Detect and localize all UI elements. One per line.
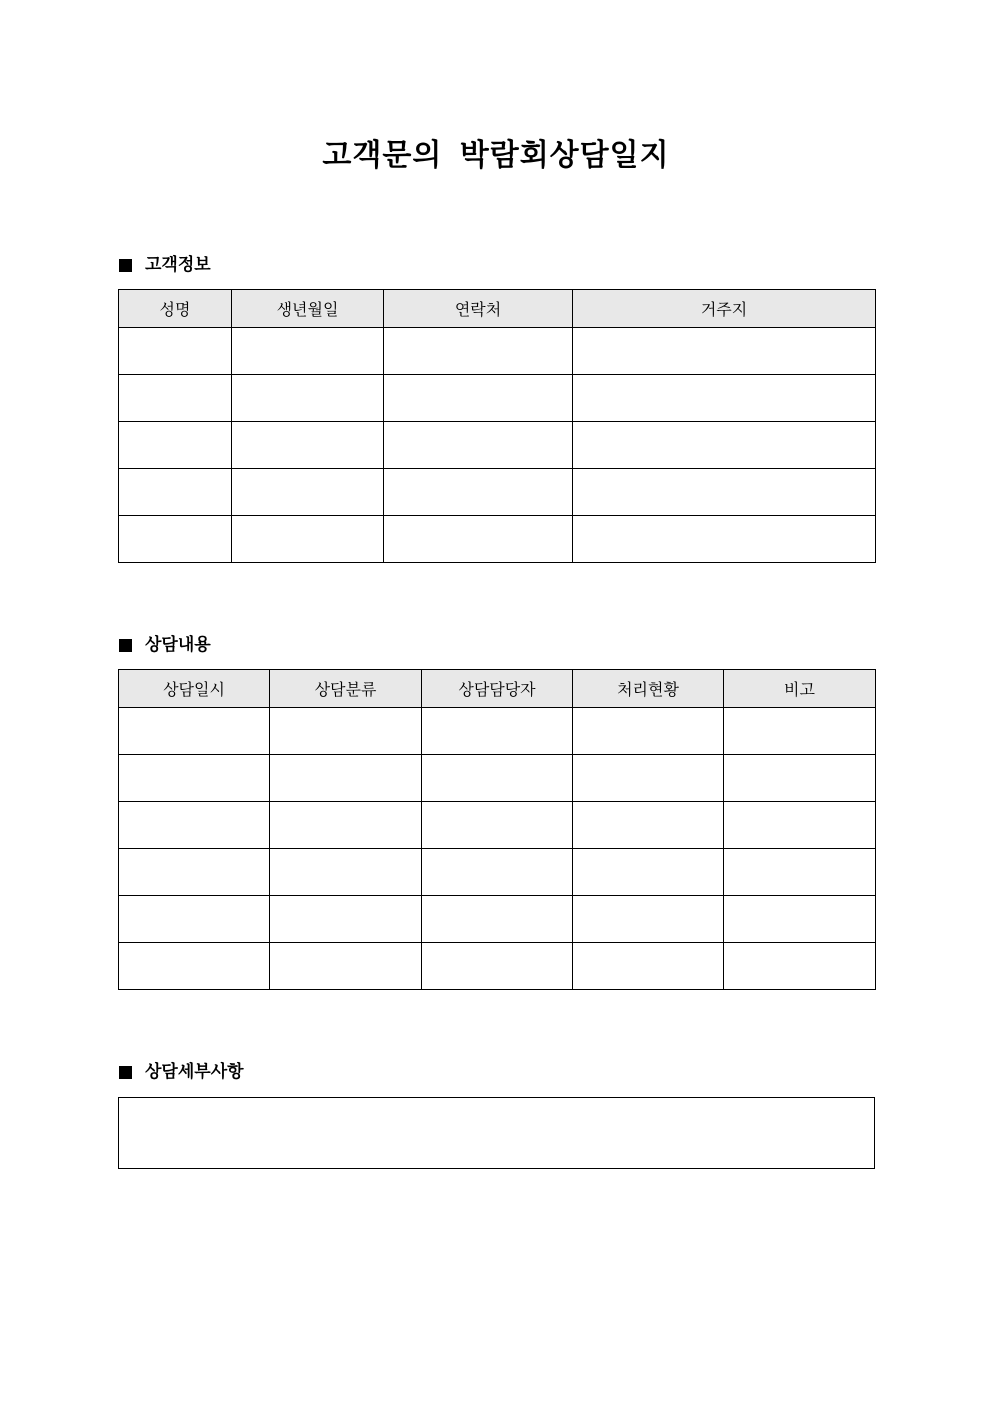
table-cell[interactable]	[573, 755, 724, 802]
table-cell[interactable]	[573, 849, 724, 896]
table-cell[interactable]	[724, 802, 876, 849]
table-header-row	[119, 670, 876, 708]
table-row	[119, 328, 876, 375]
table-cell[interactable]	[119, 422, 232, 469]
table-cell[interactable]	[119, 375, 232, 422]
table-cell[interactable]	[232, 516, 384, 563]
table-cell[interactable]	[270, 896, 422, 943]
table-cell[interactable]	[422, 708, 573, 755]
table-cell[interactable]	[119, 469, 232, 516]
table-cell[interactable]	[119, 849, 270, 896]
table-cell[interactable]	[270, 943, 422, 990]
table-cell[interactable]	[724, 943, 876, 990]
square-bullet-icon	[119, 639, 132, 652]
table-cell[interactable]	[573, 422, 876, 469]
table-row	[119, 422, 876, 469]
square-bullet-icon	[119, 259, 132, 272]
table-row	[119, 943, 876, 990]
table-cell[interactable]	[119, 328, 232, 375]
table-row	[119, 896, 876, 943]
table-cell[interactable]	[119, 943, 270, 990]
column-header-birthdate: 생년월일	[232, 290, 384, 328]
column-header-processing-status: 처리현황	[573, 670, 724, 708]
table-cell[interactable]	[573, 516, 876, 563]
table-cell[interactable]	[119, 802, 270, 849]
table-cell[interactable]	[232, 422, 384, 469]
table-row	[119, 755, 876, 802]
table-cell[interactable]	[573, 328, 876, 375]
table-row	[119, 708, 876, 755]
table-cell[interactable]	[573, 896, 724, 943]
table-cell[interactable]	[270, 755, 422, 802]
table-cell[interactable]	[422, 943, 573, 990]
table-cell[interactable]	[270, 849, 422, 896]
consultation-table	[118, 669, 876, 990]
table-cell[interactable]	[573, 375, 876, 422]
table-cell[interactable]	[724, 708, 876, 755]
table-cell[interactable]	[422, 896, 573, 943]
table-cell[interactable]	[573, 802, 724, 849]
section-heading-label: 고객정보	[145, 255, 211, 275]
table-cell[interactable]	[270, 708, 422, 755]
column-header-remarks: 비고	[724, 670, 876, 708]
column-header-consult-datetime: 상담일시	[119, 670, 270, 708]
table-cell[interactable]	[724, 896, 876, 943]
table-row	[119, 849, 876, 896]
table-cell[interactable]	[573, 469, 876, 516]
table-cell[interactable]	[384, 469, 573, 516]
section-heading-label: 상담세부사항	[145, 1062, 244, 1082]
table-cell[interactable]	[232, 328, 384, 375]
section-heading-details	[119, 1060, 244, 1084]
table-cell[interactable]	[119, 755, 270, 802]
table-cell[interactable]	[384, 516, 573, 563]
table-row	[119, 375, 876, 422]
table-cell[interactable]	[573, 943, 724, 990]
column-header-name: 성명	[119, 290, 232, 328]
table-cell[interactable]	[422, 755, 573, 802]
section-heading-consultation	[119, 633, 211, 657]
table-cell[interactable]	[384, 375, 573, 422]
section-heading-customer-info	[119, 253, 211, 277]
table-cell[interactable]	[724, 849, 876, 896]
table-cell[interactable]	[270, 802, 422, 849]
column-header-residence: 거주지	[573, 290, 876, 328]
table-cell[interactable]	[724, 755, 876, 802]
consultation-details-box[interactable]	[118, 1097, 875, 1169]
table-cell[interactable]	[119, 896, 270, 943]
table-cell[interactable]	[384, 422, 573, 469]
document-title: 고객문의 박람회상담일지	[322, 138, 670, 173]
table-cell[interactable]	[232, 375, 384, 422]
table-cell[interactable]	[573, 708, 724, 755]
table-cell[interactable]	[422, 802, 573, 849]
table-cell[interactable]	[119, 708, 270, 755]
column-header-consult-staff: 상담담당자	[422, 670, 573, 708]
square-bullet-icon	[119, 1066, 132, 1079]
column-header-consult-category: 상담분류	[270, 670, 422, 708]
table-row	[119, 802, 876, 849]
customer-info-table	[118, 289, 876, 563]
table-cell[interactable]	[232, 469, 384, 516]
table-cell[interactable]	[119, 516, 232, 563]
table-row	[119, 516, 876, 563]
table-cell[interactable]	[384, 328, 573, 375]
table-cell[interactable]	[422, 849, 573, 896]
table-row	[119, 469, 876, 516]
section-heading-label: 상담내용	[145, 635, 211, 655]
table-header-row	[119, 290, 876, 328]
column-header-contact: 연락처	[384, 290, 573, 328]
